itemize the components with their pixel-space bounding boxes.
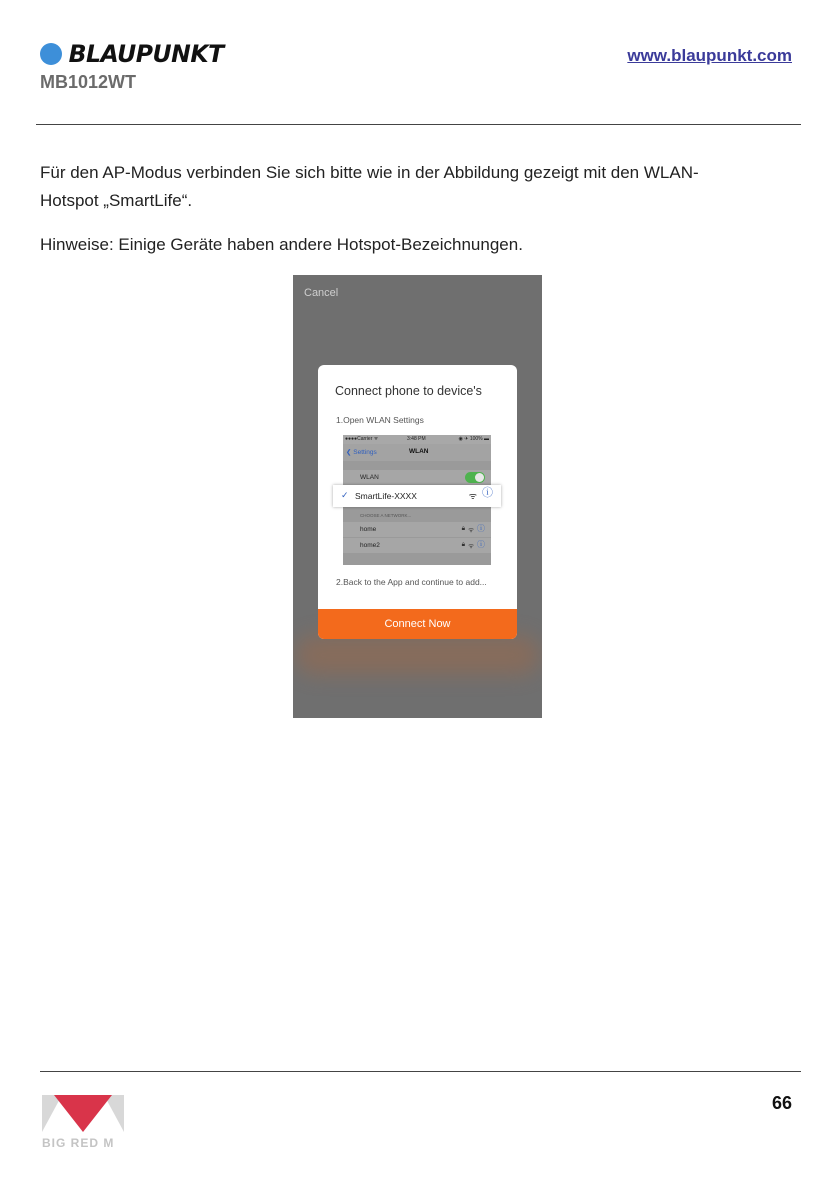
status-bar <box>343 435 491 444</box>
big-red-m-logo <box>42 1092 124 1150</box>
footer-divider <box>40 1071 801 1072</box>
selected-network-row[interactable] <box>333 485 501 507</box>
carrier-text: ●●●●Carrier ᯤ <box>345 436 379 442</box>
settings-nav-bar <box>343 444 491 461</box>
dialog-title: Connect phone to device's <box>335 384 482 398</box>
button-glow <box>295 635 540 675</box>
network-name: home2 <box>360 542 380 549</box>
website-link[interactable]: www.blaupunkt.com <box>627 46 792 65</box>
cancel-link[interactable]: Cancel <box>304 287 339 299</box>
page-number: 66 <box>771 1093 792 1113</box>
selected-network-name: SmartLife-XXXX <box>355 491 417 501</box>
connect-dialog <box>318 365 517 639</box>
brand-name: BLAUPUNKT <box>68 40 224 68</box>
settings-back-link[interactable]: ❮ Settings <box>346 449 377 456</box>
wlan-toggle[interactable] <box>465 472 485 483</box>
brand-dot-icon <box>40 43 62 65</box>
info-icon[interactable]: ⓘ <box>477 540 485 549</box>
step-1-text: 1.Open WLAN Settings <box>336 415 424 425</box>
instruction-line-2: Hotspot „SmartLife“. <box>40 191 193 210</box>
brand-logo <box>40 40 225 68</box>
instruction-line-1: Für den AP-Modus verbinden Sie sich bitte wie in der Abbildung gezeigt mit den WLAN- <box>40 163 699 182</box>
selected-network-icons <box>469 489 493 502</box>
network-name: home <box>360 526 377 533</box>
model-number: MB1012WT <box>40 72 137 92</box>
settings-title: WLAN <box>409 448 429 455</box>
lock-icon: 🔒︎ <box>461 525 466 532</box>
info-icon[interactable]: ⓘ <box>477 524 485 533</box>
wifi-icon: ᯤ <box>468 491 477 501</box>
phone-screenshot <box>293 275 542 718</box>
battery-text: ◉ ✈ 100% ▬ <box>458 436 489 442</box>
network-section-label: CHOOSE A NETWORK... <box>360 513 412 518</box>
network-row[interactable] <box>343 538 491 553</box>
header-divider <box>36 124 801 125</box>
wifi-icon: ᯤ <box>468 543 474 550</box>
info-icon[interactable]: ⓘ <box>482 487 493 499</box>
logo-text: BIG RED M <box>42 1136 115 1150</box>
wlan-label: WLAN <box>360 474 379 481</box>
network-icons <box>462 541 485 550</box>
wifi-icon: ᯤ <box>468 527 474 534</box>
instruction-paragraph <box>40 159 760 215</box>
checkmark-icon: ✓ <box>341 490 349 500</box>
note-paragraph: Hinweise: Einige Geräte haben andere Hotspot-Bezeichnungen. <box>40 235 523 254</box>
wlan-toggle-row <box>343 470 491 485</box>
network-icons <box>462 525 485 534</box>
step-2-text: 2.Back to the App and continue to add... <box>336 577 487 587</box>
network-row[interactable] <box>343 522 491 537</box>
lock-icon: 🔒︎ <box>461 541 466 548</box>
status-time: 3:48 PM <box>407 436 426 442</box>
connect-now-button[interactable]: Connect Now <box>318 609 517 639</box>
